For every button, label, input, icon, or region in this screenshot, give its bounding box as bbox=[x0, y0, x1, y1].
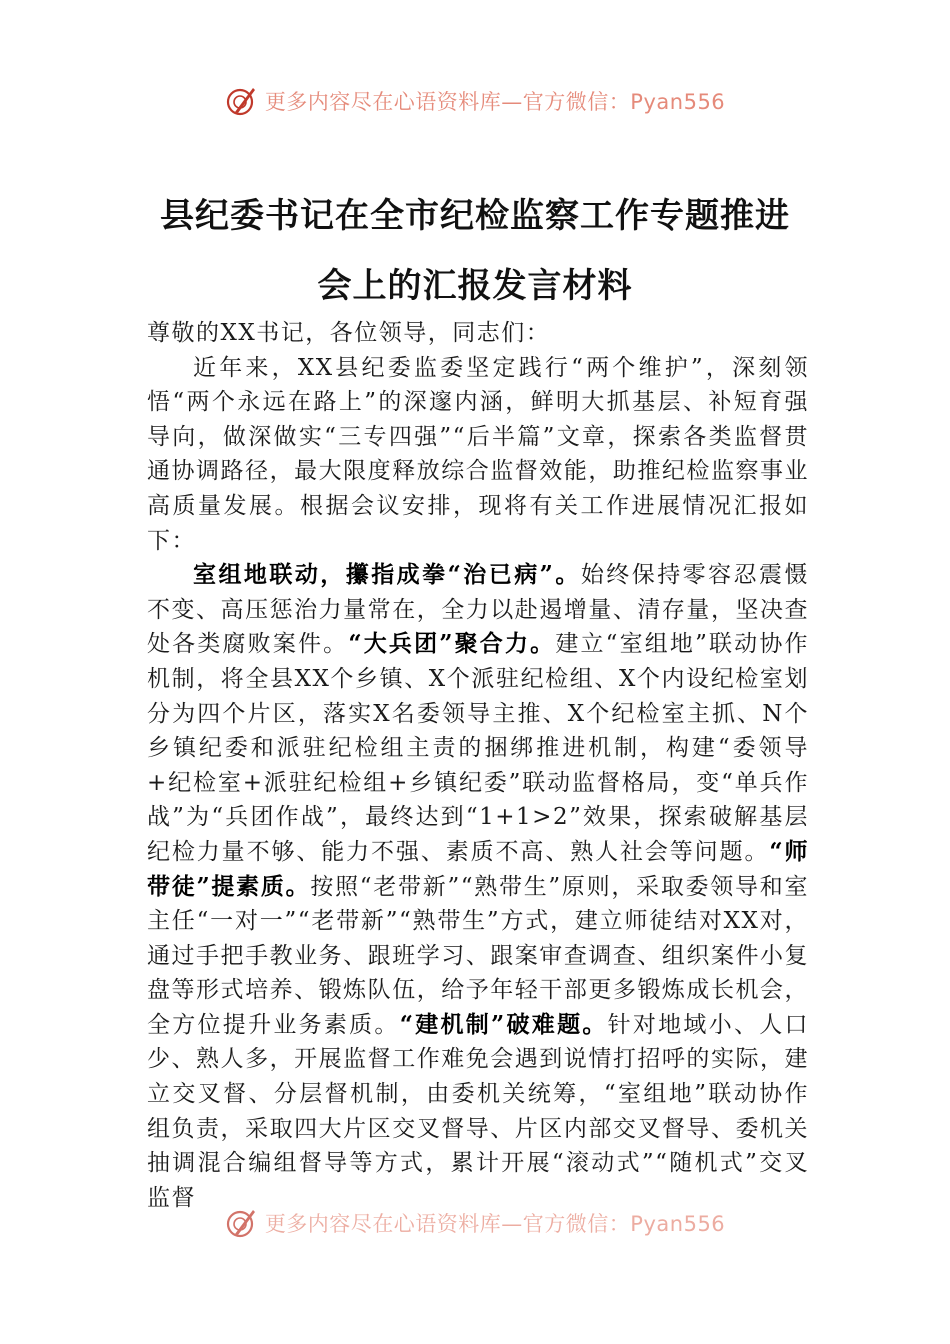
document-title-line1: 县纪委书记在全市纪检监察工作专题推进 bbox=[160, 196, 790, 236]
sub1-text: 建立“室组地”联动协作机制，将全县XX个乡镇、X个派驻纪检组、X个内设纪检室划分为四个片区，落实X名委领导主推、X个纪检室主抓、N个乡镇纪委和派驻纪检组主责的捆绑推进机制，构建“委领导+纪检室+派驻纪检组+乡镇纪委”联动监督格局，变“单兵作战”为“兵团作战”，最终达到“1+1>2”效果，探索破解基层纪检力量不够、能力不强、素质不高、熟人社会等问题。 bbox=[147, 631, 809, 865]
section1-heading: 室组地联动，攥指成拳“治已病”。 bbox=[193, 561, 581, 589]
sub1-heading: “大兵团”聚合力。 bbox=[348, 630, 556, 658]
sub2-text: 按照“老带新”“熟带生”原则，采取委领导和室主任“一对一”“老带新”“熟带生”方式，建立师徒结对XX对，通过手把手教业务、跟班学习、跟案审查调查、组织案件小复盘等形式培养、锻炼队伍，给予年轻干部更多锻炼成长机会，全方位提升业务素质。 bbox=[147, 873, 809, 1038]
quill-logo-icon bbox=[225, 1206, 259, 1240]
watermark-text: 更多内容尽在心语资料库—官方微信：Pyan556 bbox=[264, 90, 726, 114]
sub3-heading: “建机制”破难题。 bbox=[399, 1010, 608, 1038]
sub2-heading: “师带徒”提素质。 bbox=[147, 837, 809, 900]
watermark-top bbox=[0, 84, 950, 118]
document-title-line2: 会上的汇报发言材料 bbox=[317, 266, 633, 306]
intro-paragraph: 近年来，XX县纪委监委坚定践行“两个维护”，深刻领悟“两个永远在路上”的深邃内涵，鲜明大抓基层、补短育强导向，做深做实“三专四强”“后半篇”文章，探索各类监督贯通协调路径，最大限度释放综合监督效能，助推纪检监察事业高质量发展。根据会议安排，现将有关工作进展情况汇报如下： bbox=[147, 354, 809, 554]
watermark-text: 更多内容尽在心语资料库—官方微信：Pyan556 bbox=[264, 1212, 726, 1236]
watermark-bottom bbox=[0, 1206, 950, 1240]
section1-paragraph bbox=[147, 558, 809, 1215]
document-body bbox=[147, 316, 809, 1215]
salutation: 尊敬的XX书记，各位领导，同志们： bbox=[147, 320, 551, 346]
sub3-text: 针对地域小、人口少、熟人多，开展监督工作难免会遇到说情打招呼的实际，建立交叉督、分层督机制，由委机关统筹，“室组地”联动协作组负责，采取四大片区交叉督导、片区内部交叉督导、委机关抽调混合编组督导等方式，累计开展“滚动式”“随机式”交叉监督 bbox=[147, 1011, 810, 1211]
section1-text: 始终保持零容忍震慑不变、高压惩治力量常在，全力以赴遏增量、清存量，坚决查处各类腐败案件。 bbox=[147, 562, 810, 658]
quill-logo-icon bbox=[225, 84, 259, 118]
